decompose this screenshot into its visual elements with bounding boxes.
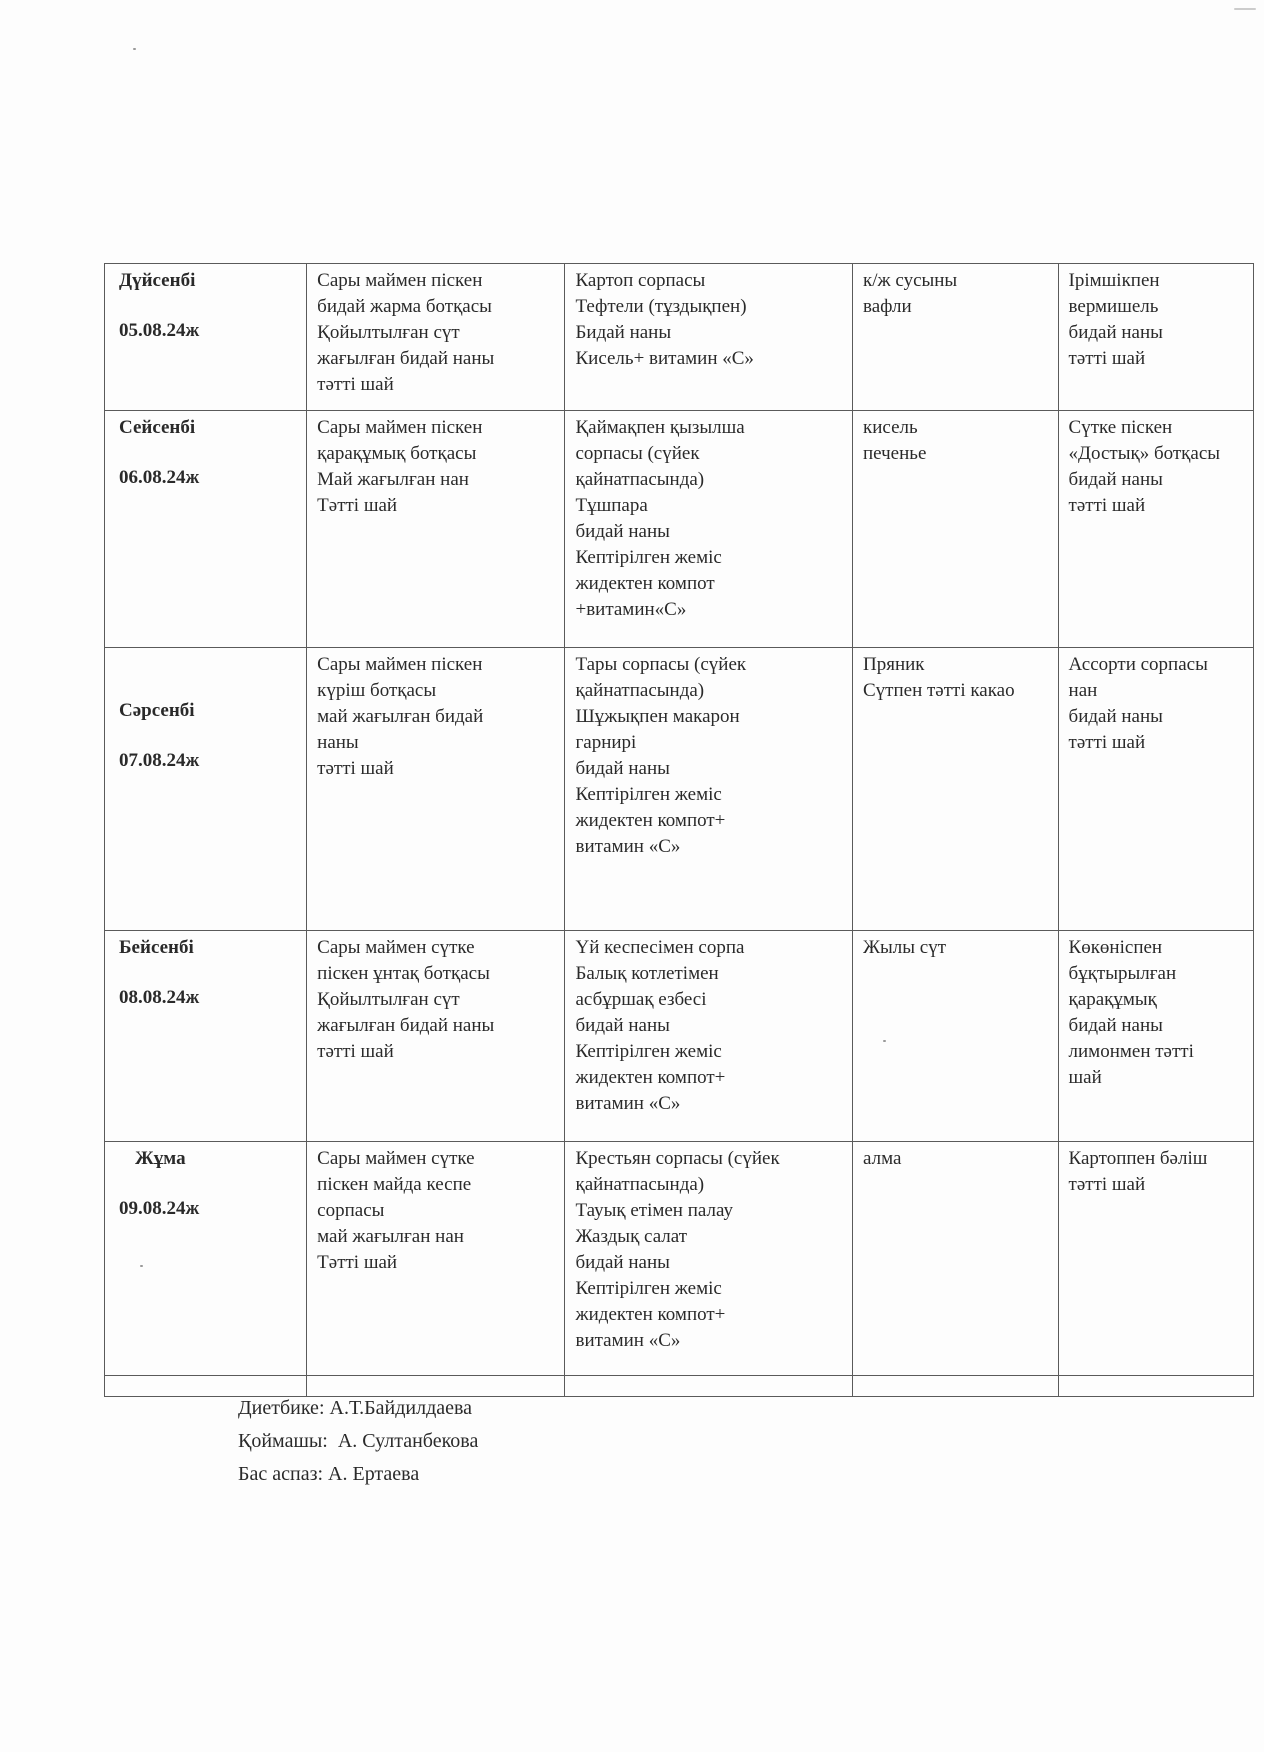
breakfast-cell: Сары маймен сүтке піскен майда кеспе сорпасы май жағылған нан Тәтті шай xyxy=(307,1142,565,1376)
day-name: Сейсенбі xyxy=(119,417,196,438)
day-date: 07.08.24ж xyxy=(119,750,200,771)
day-date: 05.08.24ж xyxy=(119,320,200,341)
snack-cell: Пряник Сүтпен тәтті какао xyxy=(853,648,1059,931)
day-cell xyxy=(105,1142,307,1376)
dinner-cell: Көкөніспен бұқтырылған қарақұмық бидай наны лимонмен тәтті шай xyxy=(1058,931,1253,1142)
dinner-cell: Ассорти сорпасы нан бидай наны тәтті шай xyxy=(1058,648,1253,931)
day-cell xyxy=(105,648,307,931)
empty-cell xyxy=(853,1376,1059,1397)
scan-speck xyxy=(140,1265,143,1267)
scan-speck xyxy=(1234,8,1256,10)
day-cell xyxy=(105,931,307,1142)
storekeeper-signature: Қоймашы: А. Султанбекова xyxy=(238,1430,479,1452)
table-row xyxy=(105,648,1254,931)
table-row xyxy=(105,931,1254,1142)
breakfast-cell: Сары маймен піскен күріш ботқасы май жағылған бидай наны тәтті шай xyxy=(307,648,565,931)
breakfast-cell: Сары маймен піскен бидай жарма ботқасы Қойылтылған сүт жағылған бидай наны тәтті шай xyxy=(307,264,565,411)
breakfast-cell: Сары маймен сүтке піскен ұнтақ ботқасы Қойылтылған сүт жағылған бидай наны тәтті шай xyxy=(307,931,565,1142)
snack-cell: кисель печенье xyxy=(853,411,1059,648)
menu-table xyxy=(104,263,1254,1397)
lunch-cell: Крестьян сорпасы (сүйек қайнатпасында) Тауық етімен палау Жаздық салат бидай наны Кептірілген жеміс жидектен компот+ витамин «С» xyxy=(565,1142,853,1376)
day-date: 08.08.24ж xyxy=(119,987,200,1008)
lunch-cell: Үй кеспесімен сорпа Балық котлетімен асбұршақ езбесі бидай наны Кептірілген жеміс жидектен компот+ витамин «С» xyxy=(565,931,853,1142)
table-row xyxy=(105,411,1254,648)
snack-cell: Жылы сүт xyxy=(853,931,1059,1142)
lunch-cell: Тары сорпасы (сүйек қайнатпасында) Шұжықпен макарон гарнирі бидай наны Кептірілген жеміс жидектен компот+ витамин «С» xyxy=(565,648,853,931)
scan-speck xyxy=(133,48,136,50)
dietitian-signature: Диетбике: А.Т.Байдилдаева xyxy=(238,1397,473,1419)
lunch-cell: Қаймақпен қызылша сорпасы (сүйек қайнатпасында) Тұшпара бидай наны Кептірілген жеміс жидектен компот +витамин«С» xyxy=(565,411,853,648)
day-date: 09.08.24ж xyxy=(119,1198,200,1219)
day-name: Сәрсенбі xyxy=(119,700,195,721)
day-date: 06.08.24ж xyxy=(119,467,200,488)
day-cell xyxy=(105,411,307,648)
lunch-cell: Картоп сорпасы Тефтели (тұздықпен) Бидай наны Кисель+ витамин «С» xyxy=(565,264,853,411)
table-row xyxy=(105,264,1254,411)
dinner-cell: Сүтке піскен «Достық» ботқасы бидай наны тәтті шай xyxy=(1058,411,1253,648)
snack-cell: к/ж сусыны вафли xyxy=(853,264,1059,411)
day-name: Бейсенбі xyxy=(119,937,194,958)
day-cell xyxy=(105,264,307,411)
table-row xyxy=(105,1142,1254,1376)
signature-block xyxy=(238,1392,478,1491)
empty-cell xyxy=(565,1376,853,1397)
snack-cell: алма xyxy=(853,1142,1059,1376)
empty-cell xyxy=(1058,1376,1253,1397)
scan-speck xyxy=(883,1040,886,1042)
dinner-cell: Картоппен бәліш тәтті шай xyxy=(1058,1142,1253,1376)
breakfast-cell: Сары маймен піскен қарақұмық ботқасы Май жағылған нан Тәтті шай xyxy=(307,411,565,648)
day-name: Дүйсенбі xyxy=(119,270,196,291)
head-cook-signature: Бас аспаз: А. Ертаева xyxy=(238,1463,420,1485)
day-name: Жұма xyxy=(135,1148,186,1169)
dinner-cell: Ірімшікпен вермишель бидай наны тәтті шай xyxy=(1058,264,1253,411)
